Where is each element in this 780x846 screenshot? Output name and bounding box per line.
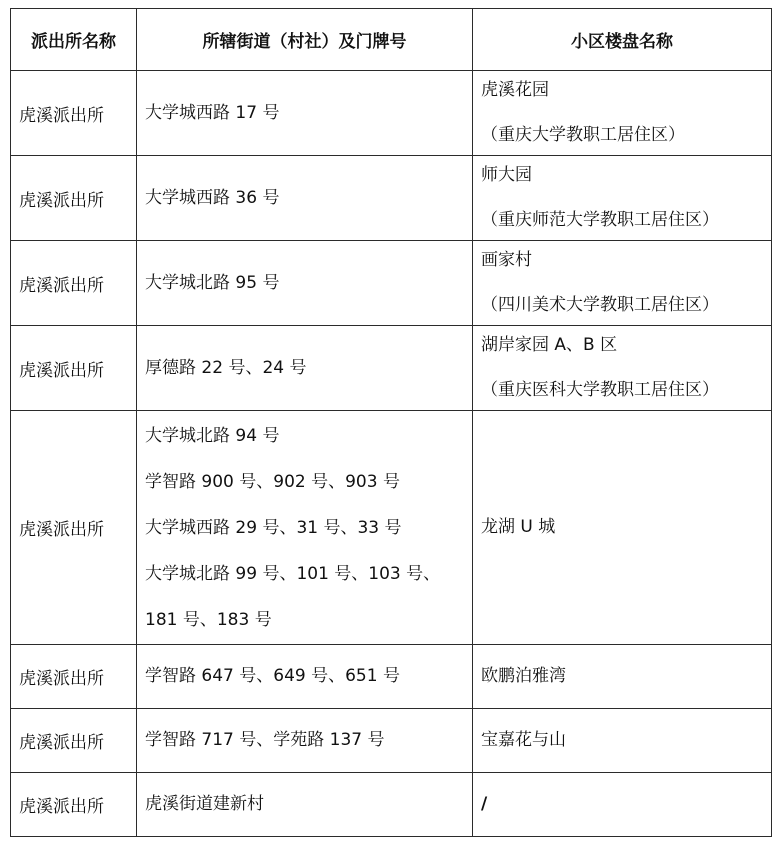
station-cell: 虎溪派出所	[11, 411, 137, 645]
station-cell: 虎溪派出所	[11, 241, 137, 326]
estate-name: 虎溪花园	[481, 80, 549, 100]
street-line: 虎溪街道建新村	[145, 794, 264, 814]
table-row	[11, 773, 772, 837]
estate-note: （重庆大学教职工居住区）	[481, 125, 685, 145]
station-cell: 虎溪派出所	[11, 71, 137, 156]
street-line: 大学城西路 36 号	[145, 187, 280, 208]
table-header-row	[11, 9, 772, 71]
streets-cell	[137, 773, 473, 837]
header-estate: 小区楼盘名称	[473, 9, 772, 71]
station-cell: 虎溪派出所	[11, 645, 137, 709]
station-cell: 虎溪派出所	[11, 326, 137, 411]
table-row	[11, 645, 772, 709]
table-row	[11, 411, 772, 645]
station-cell: 虎溪派出所	[11, 156, 137, 241]
streets-cell	[137, 241, 473, 326]
estate-name: 湖岸家园 A、B 区	[481, 335, 618, 355]
street-line: 大学城北路 94 号	[145, 425, 280, 446]
street-line: 大学城北路 95 号	[145, 272, 280, 293]
estate-name: 龙湖 U 城	[481, 517, 556, 537]
station-cell: 虎溪派出所	[11, 709, 137, 773]
estate-cell	[473, 773, 772, 837]
estate-cell	[473, 411, 772, 645]
estate-name: /	[481, 794, 488, 814]
police-jurisdiction-document	[10, 8, 772, 837]
estate-cell	[473, 645, 772, 709]
street-line: 厚德路 22 号、24 号	[145, 357, 307, 378]
estate-cell	[473, 709, 772, 773]
street-line: 大学城西路 17 号	[145, 102, 280, 123]
street-line: 大学城北路 99 号、101 号、103 号、	[145, 563, 441, 584]
estate-cell	[473, 326, 772, 411]
estate-cell	[473, 71, 772, 156]
street-line: 学智路 900 号、902 号、903 号	[145, 471, 400, 492]
streets-cell	[137, 645, 473, 709]
estate-name: 宝嘉花与山	[481, 730, 566, 750]
estate-note: （重庆师范大学教职工居住区）	[481, 210, 719, 230]
header-station: 派出所名称	[11, 9, 137, 71]
streets-cell	[137, 71, 473, 156]
jurisdiction-table	[10, 8, 772, 837]
estate-note: （重庆医科大学教职工居住区）	[481, 380, 719, 400]
street-line: 学智路 647 号、649 号、651 号	[145, 666, 400, 686]
estate-name: 画家村	[481, 250, 532, 270]
street-line: 大学城西路 29 号、31 号、33 号	[145, 517, 402, 538]
header-streets: 所辖街道（村社）及门牌号	[137, 9, 473, 71]
estate-note: （四川美术大学教职工居住区）	[481, 295, 719, 315]
streets-cell	[137, 709, 473, 773]
table-row	[11, 709, 772, 773]
table-row	[11, 156, 772, 241]
street-line: 181 号、183 号	[145, 609, 272, 630]
streets-cell	[137, 326, 473, 411]
table-row	[11, 71, 772, 156]
street-line: 学智路 717 号、学苑路 137 号	[145, 730, 385, 750]
table-row	[11, 241, 772, 326]
table-row	[11, 326, 772, 411]
estate-cell	[473, 156, 772, 241]
estate-name: 师大园	[481, 165, 532, 185]
estate-cell	[473, 241, 772, 326]
streets-cell	[137, 156, 473, 241]
streets-cell	[137, 411, 473, 645]
estate-name: 欧鹏泊雅湾	[481, 666, 566, 686]
station-cell: 虎溪派出所	[11, 773, 137, 837]
